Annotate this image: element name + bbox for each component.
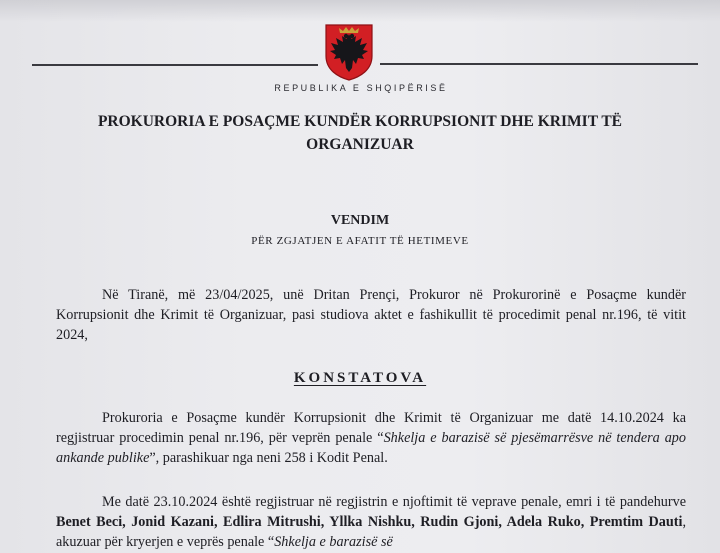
photo-shadow <box>0 0 720 22</box>
republic-heading: REPUBLIKA E SHQIPËRISË <box>274 83 448 93</box>
para3-offense: Shkelja e barazisë së <box>274 534 393 550</box>
paragraph-registration <box>56 408 686 468</box>
para2-offense: Shkelja e barazisë së pjesëmarrësve në tendera apo ankande publike <box>56 430 686 466</box>
paragraph-defendants <box>56 492 686 552</box>
decision-subtitle: PËR ZGJATJEN E AFATIT TË HETIMEVE <box>251 235 469 247</box>
albanian-eagle-emblem-icon <box>322 22 376 82</box>
para3-text: Me datë 23.10.2024 është regjistruar në regjistrin e njoftimit të veprave penale, emri i të pandehurve <box>102 494 686 510</box>
header-rule-left <box>32 64 318 66</box>
institution-title: PROKURORIA E POSAÇME KUNDËR KORRUPSIONIT DHE KRIMIT TË ORGANIZUAR <box>97 113 623 153</box>
intro-paragraph <box>56 285 686 345</box>
para2-text: Prokuroria e Posaçme kundër Korrupsionit dhe Krimit të Organizuar me datë 14.10.2024 ka regjistruar procedimin penal nr.196, për veprën penale “ <box>56 410 686 446</box>
para3-accusation: , akuzuar për kryerjen e veprës penale “ <box>56 514 686 550</box>
intro-text: Në Tiranë, më 23/04/2025, unë Dritan Prençi, Prokuror në Prokurorinë e Posaçme kundër Korrupsionit dhe Krimit të Organizuar, pasi studiova aktet e fashikullit të procedimit penal nr.196, të vitit 2024, <box>56 287 686 343</box>
konstatova-heading <box>0 370 720 387</box>
defendant-names: Benet Beci, Jonid Kazani, Edlira Mitrushi, Yllka Nishku, Rudin Gjoni, Adela Ruko, Premtim Dauti <box>56 514 683 530</box>
decision-title: VENDIM <box>330 213 390 228</box>
para2-article: ”, parashikuar nga neni 258 i Kodit Penal. <box>149 450 388 466</box>
konstatova-label: KONSTATOVA <box>293 370 427 386</box>
header-rule-right <box>380 63 698 65</box>
